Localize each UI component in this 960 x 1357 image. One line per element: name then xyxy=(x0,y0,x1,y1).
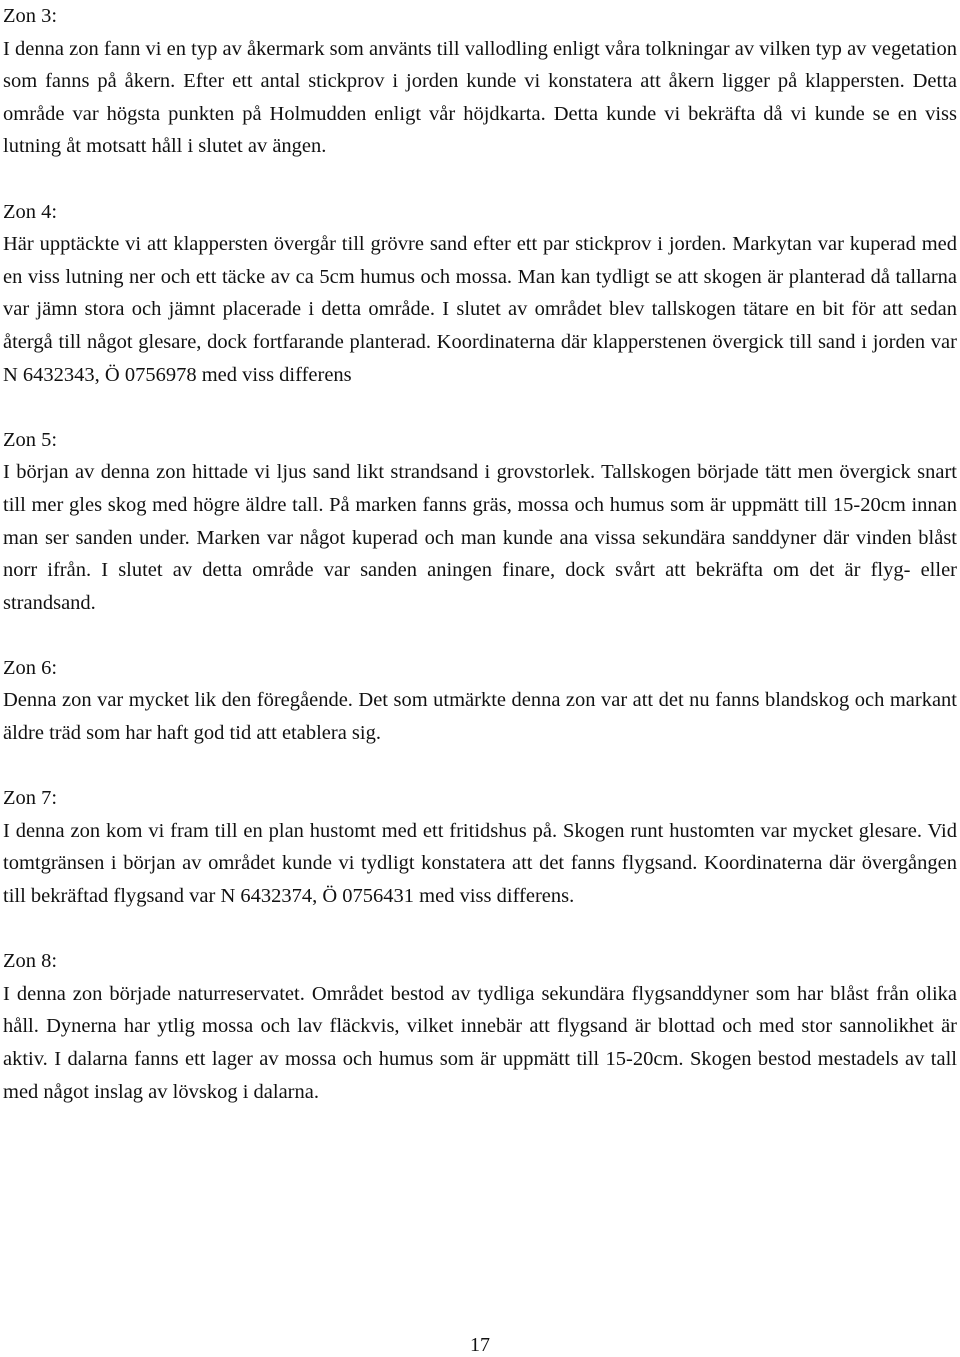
zone-paragraph: I denna zon kom vi fram till en plan hustomt med ett fritidshus på. Skogen runt hustomten var mycket glesare. Vid tomtgränsen i början av området kunde vi tydligt konstatera att det fanns flygsand. Koordinaterna där övergången till bekräftad flygsand var N 6432374, Ö 0756431 med viss differens. xyxy=(3,819,957,908)
zone-section xyxy=(3,945,957,1108)
zone-paragraph: Denna zon var mycket lik den föregående. Det som utmärkte denna zon var att det nu fanns blandskog och markant äldre träd som har haft god tid att etablera sig. xyxy=(3,689,957,745)
zone-section xyxy=(3,196,957,392)
zone-heading: Zon 5: xyxy=(3,428,58,451)
zone-paragraph: I början av denna zon hittade vi ljus sand likt strandsand i grovstorlek. Tallskogen började tätt men övergick snart till mer gles skog med högre äldre tall. På marken fanns gräs, mossa och humus som är uppmätt till 15-20cm innan man ser sanden under. Marken var något kuperad och man kunde ana vissa sekundära sanddyner där vinden blåst norr ifrån. I slutet av detta område var sanden aningen finare, dock svårt att bekräfta om det är flyg- eller strandsand. xyxy=(3,461,957,614)
document-page xyxy=(3,0,957,1108)
zone-heading: Zon 3: xyxy=(3,5,58,27)
zone-section xyxy=(3,652,957,750)
page-number: 17 xyxy=(470,1334,490,1356)
zone-heading: Zon 7: xyxy=(3,787,58,810)
zone-paragraph: Här upptäckte vi att klappersten övergår till grövre sand efter ett par stickprov i jorden. Markytan var kuperad med en viss lutning ner och ett täcke av ca 5cm humus och mossa. Man kan tydligt se att skogen är planterad då tallarna var jämn stora och jämnt placerade i detta område. I slutet av området blev tallskogen tätare en bit för att sedan återgå till något glesare, dock fortfarande planterad. Koordinaterna där klapperstenen övergick till sand i jorden var N 6432343, Ö 0756978 med viss differens xyxy=(3,233,957,386)
zone-section xyxy=(3,0,957,163)
zone-heading: Zon 8: xyxy=(3,950,58,973)
zone-section xyxy=(3,782,957,912)
zone-paragraph: I denna zon började naturreservatet. Området bestod av tydliga sekundära flygsanddyner som har blåst från olika håll. Dynerna har ytlig mossa och lav fläckvis, vilket innebär att flygsand är blottad och med stor sannolikhet är aktiv. I dalarna fanns ett lager av mossa och humus som är uppmätt till 15-20cm. Skogen bestod mestadels av tall med något inslag av lövskog i dalarna. xyxy=(3,982,957,1103)
zone-paragraph: I denna zon fann vi en typ av åkermark som använts till vallodling enligt våra tolkningar av vilken typ av vegetation som fanns på åkern. Efter ett antal stickprov i jorden kunde vi konstatera att åkern ligger på klappersten. Detta område var högsta punkten på Holmudden enligt vår höjdkarta. Detta kunde vi bekräfta då vi kunde se en viss lutning åt motsatt håll i slutet av ängen. xyxy=(3,37,957,158)
zone-heading: Zon 4: xyxy=(3,200,58,223)
zone-heading: Zon 6: xyxy=(3,656,58,679)
zone-section xyxy=(3,424,957,620)
